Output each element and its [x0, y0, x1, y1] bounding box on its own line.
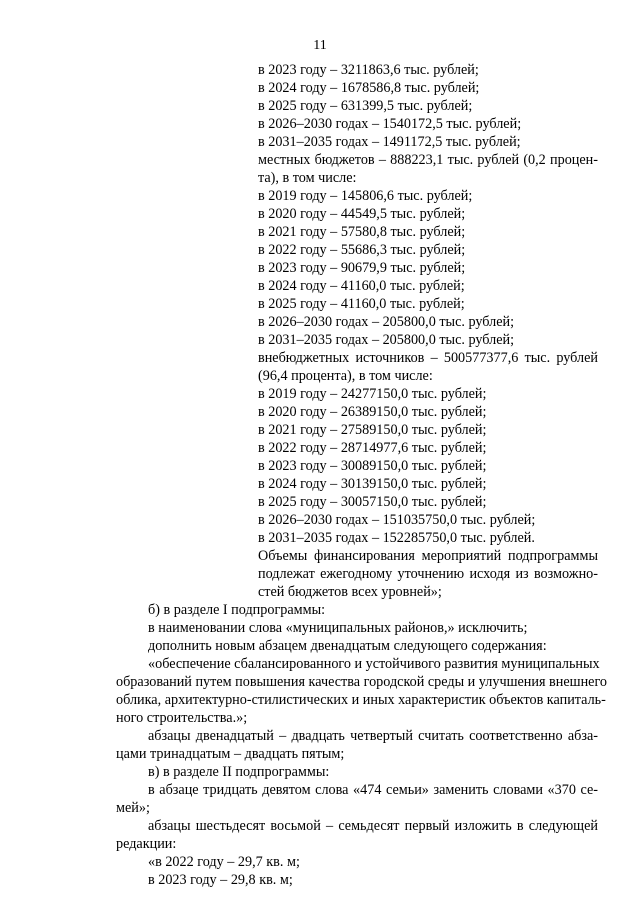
funding-line: в 2031–2035 годах – 152285750,0 тыс. рублей. [258, 530, 535, 546]
body-line: редакции: [116, 836, 177, 852]
funding-line: в 2020 году – 26389150,0 тыс. рублей; [258, 404, 487, 420]
funding-line: в 2019 году – 145806,6 тыс. рублей; [258, 188, 473, 204]
funding-line: в 2022 году – 55686,3 тыс. рублей; [258, 242, 466, 258]
funding-line: подлежат ежегодному уточнению исходя из возможно- [258, 566, 598, 582]
funding-line: в 2019 году – 24277150,0 тыс. рублей; [258, 386, 487, 402]
funding-line: в 2023 году – 30089150,0 тыс. рублей; [258, 458, 487, 474]
funding-line: в 2025 году – 41160,0 тыс. рублей; [258, 296, 465, 312]
funding-line: в 2031–2035 годах – 1491172,5 тыс. рублей; [258, 134, 521, 150]
body-line: абзацы двенадцатый – двадцать четвертый считать соответственно абза- [148, 728, 598, 744]
funding-line: в 2024 году – 30139150,0 тыс. рублей; [258, 476, 487, 492]
body-line: «в 2022 году – 29,7 кв. м; [148, 854, 300, 870]
body-line: в 2023 году – 29,8 кв. м; [148, 872, 293, 888]
funding-line: в 2024 году – 41160,0 тыс. рублей; [258, 278, 465, 294]
funding-line: в 2031–2035 годах – 205800,0 тыс. рублей; [258, 332, 515, 348]
funding-line: в 2026–2030 годах – 1540172,5 тыс. рублей; [258, 116, 522, 132]
body-line: «обеспечение сбалансированного и устойчивого развития муниципальных [148, 656, 600, 672]
body-line: облика, архитектурно-стилистических и иных характеристик объектов капиталь- [116, 692, 606, 708]
funding-line: в 2025 году – 30057150,0 тыс. рублей; [258, 494, 487, 510]
funding-line: в 2022 году – 28714977,6 тыс. рублей; [258, 440, 487, 456]
funding-line: (96,4 процента), в том числе: [258, 368, 433, 384]
funding-line: местных бюджетов – 888223,1 тыс. рублей (0,2 процен- [258, 152, 598, 168]
body-line: дополнить новым абзацем двенадцатым следующего содержания: [148, 638, 547, 654]
body-line: в наименовании слова «муниципальных районов,» исключить; [148, 620, 528, 636]
funding-line: в 2025 году – 631399,5 тыс. рублей; [258, 98, 473, 114]
funding-line: в 2021 году – 57580,8 тыс. рублей; [258, 224, 466, 240]
body-line: образований путем повышения качества городской среды и улучшения внешнего [116, 674, 608, 690]
funding-line: внебюджетных источников – 500577377,6 тыс. рублей [258, 350, 598, 366]
funding-line: та), в том числе: [258, 170, 357, 186]
funding-line: в 2024 году – 1678586,8 тыс. рублей; [258, 80, 480, 96]
page-number: 11 [313, 38, 327, 53]
funding-line: в 2021 году – 27589150,0 тыс. рублей; [258, 422, 487, 438]
body-line: мей»; [116, 800, 150, 816]
funding-line: в 2026–2030 годах – 151035750,0 тыс. рублей; [258, 512, 536, 528]
body-line: б) в разделе I подпрограммы: [148, 602, 326, 618]
funding-line: в 2023 году – 3211863,6 тыс. рублей; [258, 62, 479, 78]
funding-line: в 2026–2030 годах – 205800,0 тыс. рублей; [258, 314, 515, 330]
funding-line: в 2020 году – 44549,5 тыс. рублей; [258, 206, 466, 222]
funding-line: в 2023 году – 90679,9 тыс. рублей; [258, 260, 466, 276]
funding-line: стей бюджетов всех уровней»; [258, 584, 442, 600]
body-line: цами тринадцатым – двадцать пятым; [116, 746, 345, 762]
body-line: в) в разделе II подпрограммы: [148, 764, 330, 780]
funding-line: Объемы финансирования мероприятий подпрограммы [258, 548, 598, 564]
body-line: ного строительства.»; [116, 710, 248, 726]
body-line: в абзаце тридцать девятом слова «474 семьи» заменить словами «370 се- [148, 782, 598, 798]
body-line: абзацы шестьдесят восьмой – семьдесят первый изложить в следующей [148, 818, 598, 834]
